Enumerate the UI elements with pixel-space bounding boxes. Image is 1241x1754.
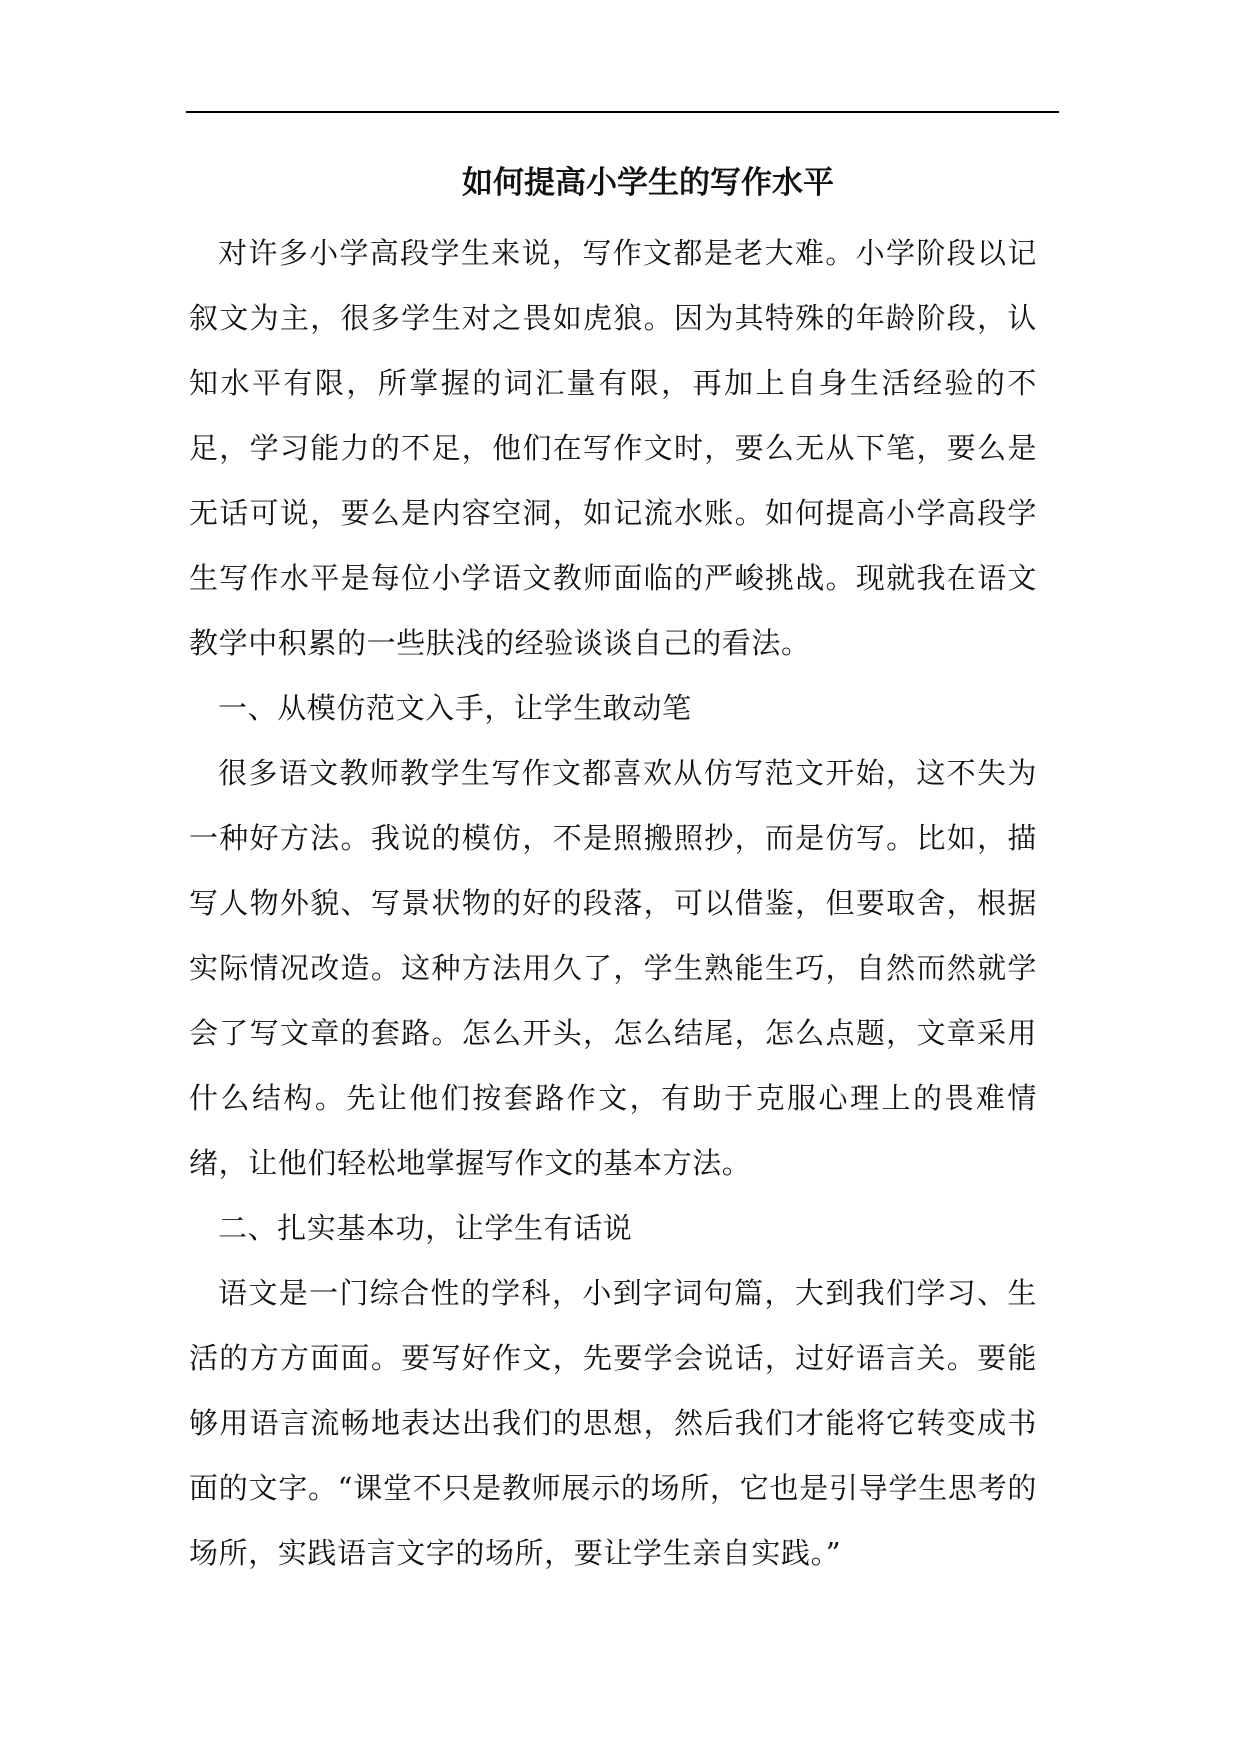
paragraph-section-2: 语文是一门综合性的学科，小到字词句篇，大到我们学习、生活的方方面面。要写好作文，先要学会说话，过好语言关。要能够用语言流畅地表达出我们的思想，然后我们才能将它转变成书面的文字。“课堂不只是教师展示的场所，它也是引导学生思考的场所，实践语言文字的场所，要让学生亲自实践。” <box>189 1276 1037 1570</box>
paragraph-intro: 对许多小学高段学生来说，写作文都是老大难。小学阶段以记叙文为主，很多学生对之畏如虎狼。因为其特殊的年龄阶段，认知水平有限，所掌握的词汇量有限，再加上自身生活经验的不足，学习能力的不足，他们在写作文时，要么无从下笔，要么是无话可说，要么是内容空洞，如记流水账。如何提高小学高段学生写作水平是每位小学语文教师面临的严峻挑战。现就我在语文教学中积累的一些肤浅的经验谈谈自己的看法。 <box>189 236 1037 660</box>
paragraph-section-1: 很多语文教师教学生写作文都喜欢从仿写范文开始，这不失为一种好方法。我说的模仿，不是照搬照抄，而是仿写。比如，描写人物外貌、写景状物的好的段落，可以借鉴，但要取舍，根据实际情况改造。这种方法用久了，学生熟能生巧，自然而然就学会了写文章的套路。怎么开头，怎么结尾，怎么点题，文章采用什么结构。先让他们按套路作文，有助于克服心理上的畏难情绪，让他们轻松地掌握写作文的基本方法。 <box>189 756 1037 1180</box>
section-heading-2: 二、扎实基本功，让学生有话说 <box>218 1211 633 1245</box>
document-body <box>189 221 1037 1586</box>
document-title: 如何提高小学生的写作水平 <box>462 165 834 201</box>
header-rule <box>186 111 1059 113</box>
section-heading-1: 一、从模仿范文入手，让学生敢动笔 <box>218 691 692 725</box>
